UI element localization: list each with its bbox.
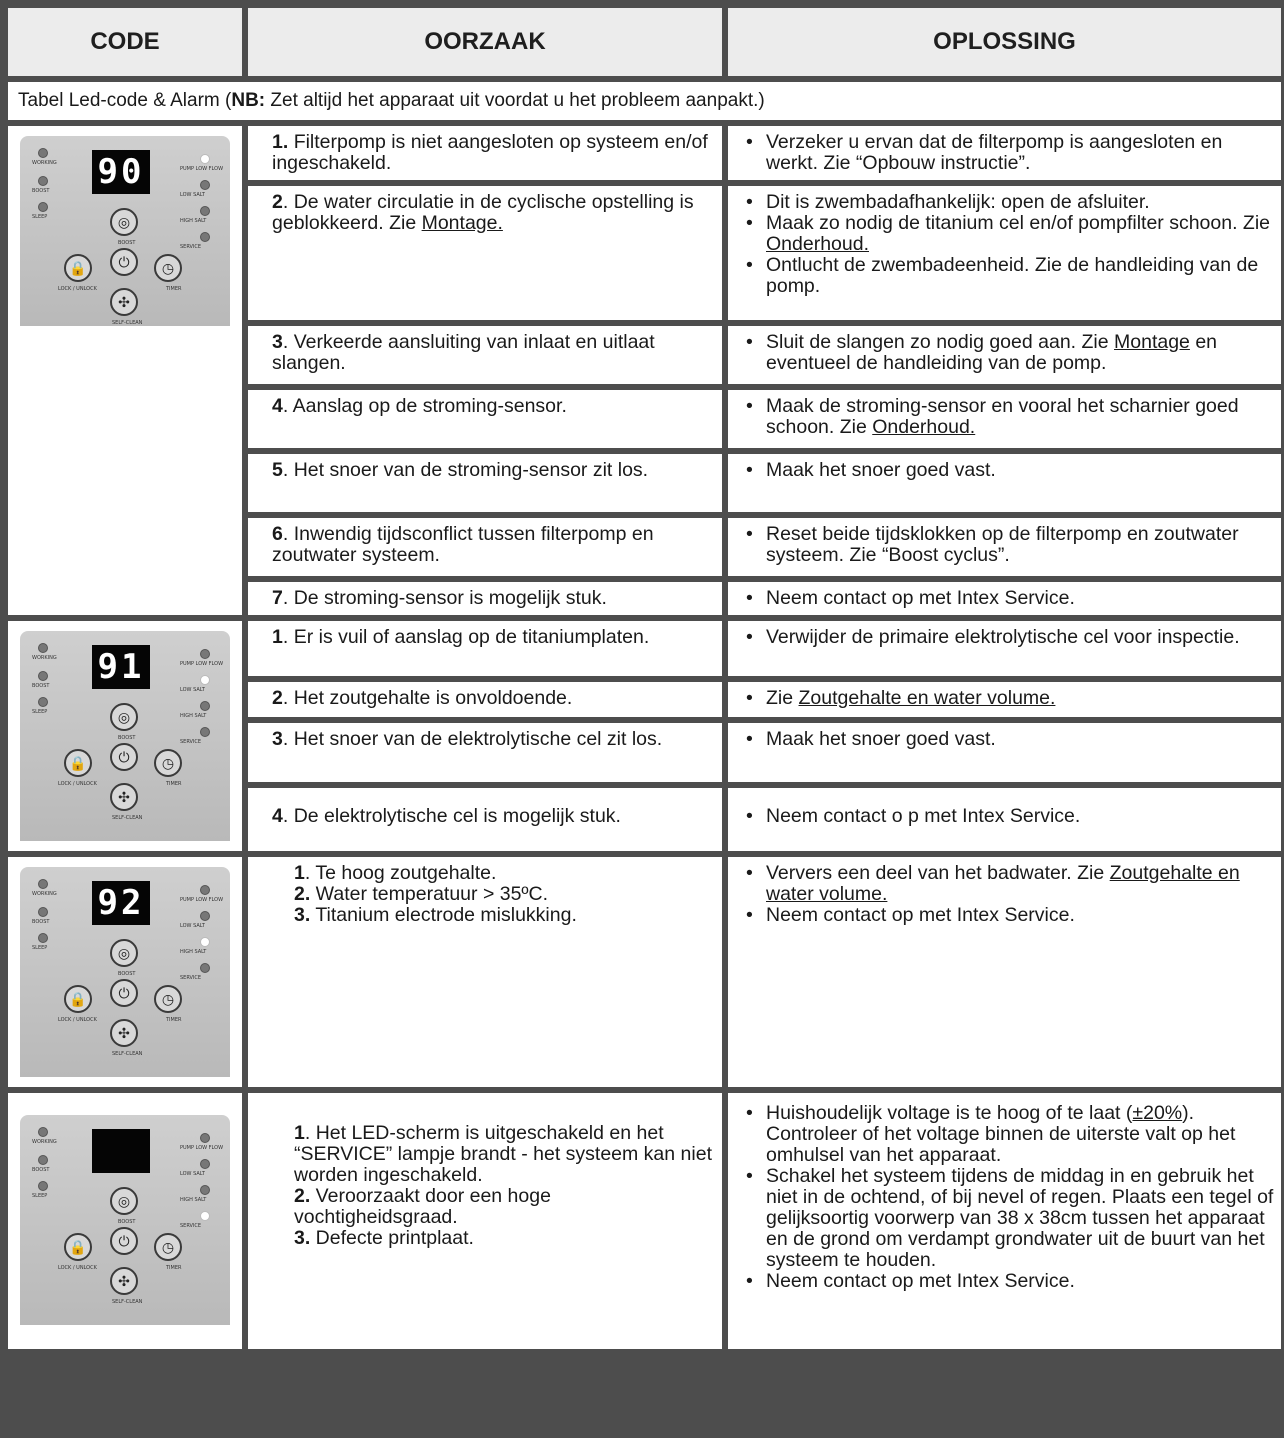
led-label: PUMP LOW FLOW <box>180 166 224 172</box>
status-led <box>38 697 48 707</box>
timer-label: TIMER <box>166 1265 182 1271</box>
solution-cell: • Neem contact o p met Intex Service. <box>728 788 1281 857</box>
lock-button-icon: 🔒 <box>64 749 92 777</box>
led-label: BOOST <box>32 683 50 689</box>
power-button-icon: ⏻ <box>110 248 138 276</box>
solution-cell: • Maak de stroming-sensor en vooral het scharnier goed schoon. Zie Onderhoud. <box>728 390 1281 454</box>
led-label: SLEEP <box>32 945 48 951</box>
status-led <box>200 701 210 711</box>
cause-cell: 1. Filterpomp is niet aangesloten op systeem en/of ingeschakeld. <box>248 126 728 186</box>
boost-label: BOOST <box>118 240 136 246</box>
boost-label: BOOST <box>118 735 136 741</box>
power-button-icon: ⏻ <box>110 743 138 771</box>
status-led <box>200 937 210 947</box>
status-led <box>38 879 48 889</box>
table-row <box>8 126 1281 186</box>
solution-cell: • Dit is zwembadafhankelijk: open de afsluiter. • Maak zo nodig de titanium cel en/of pompfilter schoon. Zie Onderhoud. • Ontlucht de zwembadeenheid. Zie de handleiding van de pomp. <box>728 186 1281 326</box>
status-led <box>200 1133 210 1143</box>
led-label: WORKING <box>32 891 57 897</box>
status-led <box>38 1155 48 1165</box>
intro-text: Tabel Led-code & Alarm (NB: Zet altijd het apparaat uit voordat u het probleem aanpakt.) <box>8 82 1281 126</box>
solution-cell: • Huishoudelijk voltage is te hoog of te laat (±20%). Controleer of het voltage binnen de uiterste valt op het omhulsel van het apparaat. • Schakel het systeem tijdens de middag in en gebruik het niet in de ochtend, of bij nevel of regen. Plaats een tegel of gelijksoortig voorwerp van 38 x 38cm tussen het apparaat en de grond om verdampt grondwater uit de buurt van het systeem te houden. • Neem contact op met Intex Service. <box>728 1093 1281 1355</box>
led-label: HIGH SALT <box>180 713 207 719</box>
control-panel-image <box>20 136 230 326</box>
lock-label: LOCK / UNLOCK <box>58 1265 97 1271</box>
status-led <box>38 907 48 917</box>
led-display <box>92 1129 150 1173</box>
led-label: SLEEP <box>32 214 48 220</box>
status-led <box>200 649 210 659</box>
led-label: SERVICE <box>180 244 202 250</box>
status-led <box>38 202 48 212</box>
status-led <box>200 727 210 737</box>
code-cell-90 <box>8 126 248 621</box>
header-code: CODE <box>8 8 248 82</box>
led-label: SLEEP <box>32 709 48 715</box>
solution-cell: • Reset beide tijdsklokken op de filterpomp en zoutwater systeem. Zie “Boost cyclus”. <box>728 518 1281 582</box>
solution-cell: • Verzeker u ervan dat de filterpomp is aangesloten en werkt. Zie “Opbouw instructie”. <box>728 126 1281 186</box>
boost-button-icon: ◎ <box>110 1187 138 1215</box>
status-led <box>38 148 48 158</box>
self-clean-button-icon: ✣ <box>110 288 138 316</box>
led-label: PUMP LOW FLOW <box>180 1145 224 1151</box>
lock-button-icon: 🔒 <box>64 1233 92 1261</box>
status-led <box>38 643 48 653</box>
self-clean-button-icon: ✣ <box>110 1019 138 1047</box>
lock-label: LOCK / UNLOCK <box>58 1017 97 1023</box>
solution-cell: • Maak het snoer goed vast. <box>728 454 1281 518</box>
status-led <box>200 154 210 164</box>
boost-button-icon: ◎ <box>110 939 138 967</box>
status-led <box>38 933 48 943</box>
led-label: PUMP LOW FLOW <box>180 897 224 903</box>
status-led <box>200 1211 210 1221</box>
cause-cell: 3. Verkeerde aansluiting van inlaat en uitlaat slangen. <box>248 326 728 390</box>
cause-cell: 5. Het snoer van de stroming-sensor zit los. <box>248 454 728 518</box>
timer-button-icon: ◷ <box>154 1233 182 1261</box>
timer-label: TIMER <box>166 781 182 787</box>
led-display: 90 <box>92 150 150 194</box>
table-row <box>8 857 1281 1093</box>
table-row <box>8 621 1281 682</box>
timer-button-icon: ◷ <box>154 254 182 282</box>
cause-cell: 7. De stroming-sensor is mogelijk stuk. <box>248 582 728 621</box>
boost-label: BOOST <box>118 1219 136 1225</box>
lock-label: LOCK / UNLOCK <box>58 781 97 787</box>
cause-cell: 2. Het zoutgehalte is onvoldoende. <box>248 682 728 724</box>
led-label: HIGH SALT <box>180 949 207 955</box>
cause-cell: 1. Er is vuil of aanslag op de titaniumplaten. <box>248 621 728 682</box>
self-clean-button-icon: ✣ <box>110 783 138 811</box>
status-led <box>38 1127 48 1137</box>
led-label: LOW SALT <box>180 923 205 929</box>
led-label: WORKING <box>32 1139 57 1145</box>
control-panel-image <box>20 867 230 1077</box>
intro-row <box>8 82 1281 126</box>
self-clean-label: SELF-CLEAN <box>112 1299 143 1305</box>
cause-cell: 2. De water circulatie in de cyclische opstelling is geblokkeerd. Zie Montage. <box>248 186 728 326</box>
cause-cell: 4. De elektrolytische cel is mogelijk stuk. <box>248 788 728 857</box>
solution-cell: • Ververs een deel van het badwater. Zie Zoutgehalte en water volume. • Neem contact op met Intex Service. <box>728 857 1281 1093</box>
led-display: 91 <box>92 645 150 689</box>
status-led <box>38 176 48 186</box>
solution-cell: • Zie Zoutgehalte en water volume. <box>728 682 1281 724</box>
cause-cell: 1. Het LED-scherm is uitgeschakeld en het “SERVICE” lampje brandt - het systeem kan niet worden ingeschakeld. 2. Veroorzaakt door een hoge vochtigheidsgraad. 3. Defecte printplaat. <box>248 1093 728 1355</box>
status-led <box>200 1185 210 1195</box>
self-clean-label: SELF-CLEAN <box>112 320 143 326</box>
led-label: BOOST <box>32 1167 50 1173</box>
led-label: SLEEP <box>32 1193 48 1199</box>
status-led <box>200 206 210 216</box>
status-led <box>200 911 210 921</box>
solution-cell: • Maak het snoer goed vast. <box>728 723 1281 788</box>
code-cell-blank <box>8 1093 248 1355</box>
solution-cell: • Verwijder de primaire elektrolytische cel voor inspectie. <box>728 621 1281 682</box>
status-led <box>200 885 210 895</box>
status-led <box>38 1181 48 1191</box>
led-label: BOOST <box>32 188 50 194</box>
solution-cell: • Neem contact op met Intex Service. <box>728 582 1281 621</box>
status-led <box>200 675 210 685</box>
led-label: HIGH SALT <box>180 218 207 224</box>
status-led <box>200 963 210 973</box>
led-label: SERVICE <box>180 975 202 981</box>
control-panel-image <box>20 1115 230 1325</box>
table-row <box>8 1093 1281 1355</box>
header-oorzaak: OORZAAK <box>248 8 728 82</box>
boost-label: BOOST <box>118 971 136 977</box>
code-cell-92 <box>8 857 248 1093</box>
led-display: 92 <box>92 881 150 925</box>
cause-cell: 4. Aanslag op de stroming-sensor. <box>248 390 728 454</box>
boost-button-icon: ◎ <box>110 208 138 236</box>
timer-button-icon: ◷ <box>154 985 182 1013</box>
status-led <box>200 1159 210 1169</box>
self-clean-label: SELF-CLEAN <box>112 1051 143 1057</box>
led-code-table <box>8 8 1281 1355</box>
led-label: HIGH SALT <box>180 1197 207 1203</box>
status-led <box>200 180 210 190</box>
header-oplossing: OPLOSSING <box>728 8 1281 82</box>
solution-cell: • Sluit de slangen zo nodig goed aan. Zie Montage en eventueel de handleiding van de pomp. <box>728 326 1281 390</box>
cause-cell: 6. Inwendig tijdsconflict tussen filterpomp en zoutwater systeem. <box>248 518 728 582</box>
self-clean-label: SELF-CLEAN <box>112 815 143 821</box>
self-clean-button-icon: ✣ <box>110 1267 138 1295</box>
led-label: LOW SALT <box>180 192 205 198</box>
led-label: WORKING <box>32 160 57 166</box>
led-label: BOOST <box>32 919 50 925</box>
led-label: SERVICE <box>180 739 202 745</box>
lock-button-icon: 🔒 <box>64 985 92 1013</box>
led-label: LOW SALT <box>180 687 205 693</box>
lock-button-icon: 🔒 <box>64 254 92 282</box>
power-button-icon: ⏻ <box>110 979 138 1007</box>
lock-label: LOCK / UNLOCK <box>58 286 97 292</box>
power-button-icon: ⏻ <box>110 1227 138 1255</box>
timer-label: TIMER <box>166 1017 182 1023</box>
led-label: WORKING <box>32 655 57 661</box>
cause-cell: 3. Het snoer van de elektrolytische cel zit los. <box>248 723 728 788</box>
cause-cell: 1. Te hoog zoutgehalte. 2. Water temperatuur > 35ºC. 3. Titanium electrode mislukking. <box>248 857 728 1093</box>
timer-label: TIMER <box>166 286 182 292</box>
status-led <box>38 671 48 681</box>
boost-button-icon: ◎ <box>110 703 138 731</box>
timer-button-icon: ◷ <box>154 749 182 777</box>
led-label: SERVICE <box>180 1223 202 1229</box>
status-led <box>200 232 210 242</box>
control-panel-image <box>20 631 230 841</box>
header-row <box>8 8 1281 82</box>
code-cell-91 <box>8 621 248 857</box>
led-label: PUMP LOW FLOW <box>180 661 224 667</box>
led-label: LOW SALT <box>180 1171 205 1177</box>
